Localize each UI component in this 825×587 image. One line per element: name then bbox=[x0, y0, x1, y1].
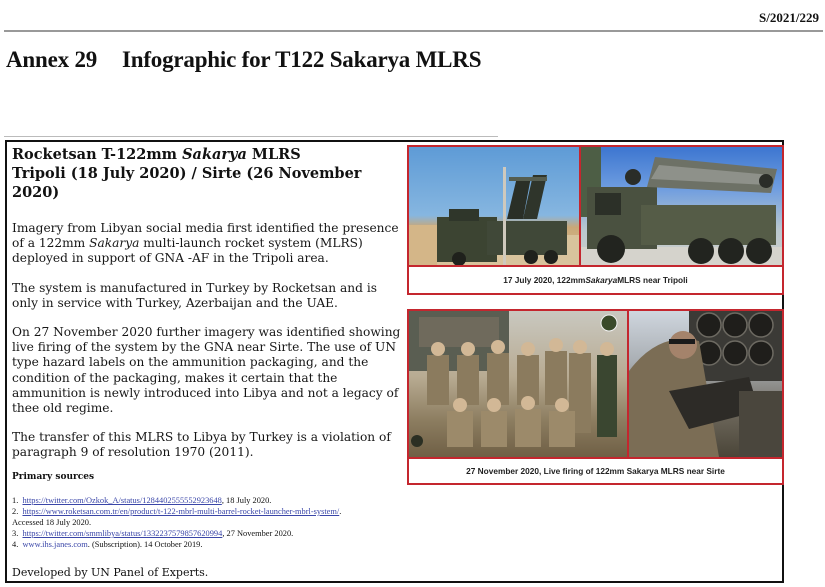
paragraph-1-post: multi-launch rocket system (MLRS) deployed in support of GNA -AF in the Tripoli area. bbox=[12, 236, 363, 266]
caption-post: MLRS near Tripoli bbox=[617, 275, 688, 285]
soldiers-group-illustration bbox=[409, 311, 627, 457]
annex-title bbox=[6, 47, 481, 73]
soldier-loading-illustration bbox=[629, 311, 782, 457]
source-number: 4. bbox=[12, 540, 19, 549]
paragraph-3: On 27 November 2020 further imagery was identified showing live firing of the system by the GNA near Sirte. The use of UN type hazard labels on the ammunition packaging, and the condition of the packaging, makes it certain that the ammunition is newly introduced into Libya and not a legacy of thee old regime. bbox=[12, 325, 401, 416]
source-item bbox=[12, 495, 432, 506]
paragraph-1 bbox=[12, 221, 402, 267]
caption-italic: Sakarya bbox=[585, 275, 618, 285]
section-rule bbox=[4, 136, 498, 137]
source-suffix: , 27 November 2020. bbox=[222, 529, 294, 538]
mlrs-truck-illustration bbox=[409, 147, 579, 265]
document-symbol: S/2021/229 bbox=[759, 10, 819, 25]
heading-line-1-pre: Rocketsan T-122mm bbox=[12, 146, 183, 163]
source-suffix: , 18 July 2020. bbox=[221, 496, 272, 505]
infographic-heading bbox=[12, 145, 402, 202]
source-suffix: . bbox=[339, 507, 342, 516]
caption-pre: 17 July 2020, 122mm bbox=[503, 275, 586, 285]
photo-mlrs-desert bbox=[409, 147, 579, 265]
photo-mlrs-closeup bbox=[581, 147, 782, 265]
paragraph-2: The system is manufactured in Turkey by Rocketsan and is only in service with Turkey, Azerbaijan and the UAE. bbox=[12, 280, 377, 310]
paragraph-4: The transfer of this MLRS to Libya by Turkey is a violation of paragraph 9 of resolution 1970 (2011). bbox=[12, 430, 391, 460]
photo-caption-sirte: 27 November 2020, Live firing of 122mm Sakarya MLRS near Sirte bbox=[409, 457, 782, 483]
source-item-continuation: Accessed 18 July 2020. bbox=[12, 518, 92, 527]
mlrs-closeup-illustration bbox=[581, 147, 782, 265]
source-item bbox=[12, 528, 432, 539]
heading-line-1-italic: Sakarya bbox=[182, 146, 247, 163]
credit-line: Developed by UN Panel of Experts. bbox=[12, 566, 209, 579]
sources-list bbox=[12, 495, 432, 550]
infographic-frame bbox=[5, 140, 784, 583]
photo-caption-tripoli bbox=[409, 265, 782, 293]
photo-panel-sirte bbox=[407, 309, 784, 485]
photo-soldiers-group bbox=[409, 311, 627, 457]
paragraph-1-pre: Imagery from Libyan social media first identified the presence of a 122mm bbox=[12, 221, 399, 251]
source-link[interactable]: https://twitter.com/Ozkok_A/status/1284402555552923648 bbox=[22, 496, 222, 505]
source-link[interactable]: www.ihs.janes.com bbox=[22, 540, 88, 549]
annex-number: Annex 29 bbox=[6, 47, 98, 72]
heading-line-1-post: MLRS bbox=[246, 146, 301, 163]
source-link[interactable]: https://www.roketsan.com.tr/en/product/t-122-mbrl-multi-barrel-rocket-launcher-mbrl-system/ bbox=[22, 507, 340, 516]
heading-line-1 bbox=[12, 145, 402, 164]
source-number: 2. bbox=[12, 507, 19, 516]
source-item bbox=[12, 539, 432, 550]
photo-soldier-loading bbox=[629, 311, 782, 457]
source-number: 3. bbox=[12, 529, 19, 538]
top-rule bbox=[4, 30, 823, 32]
sources-title: Primary sources bbox=[12, 472, 95, 482]
source-number: 1. bbox=[12, 496, 19, 505]
source-item bbox=[12, 506, 432, 517]
source-suffix: . (Subscription). 14 October 2019. bbox=[87, 540, 203, 549]
source-link[interactable]: https://twitter.com/smmlibya/status/1332237579857620994 bbox=[22, 529, 223, 538]
photo-panel-tripoli bbox=[407, 145, 784, 295]
heading-line-2: Tripoli (18 July 2020) / Sirte (26 November 2020) bbox=[12, 165, 362, 201]
infographic-text-column bbox=[12, 145, 402, 461]
paragraph-1-italic: Sakarya bbox=[89, 236, 140, 251]
annex-title-text: Infographic for T122 Sakarya MLRS bbox=[122, 47, 482, 72]
